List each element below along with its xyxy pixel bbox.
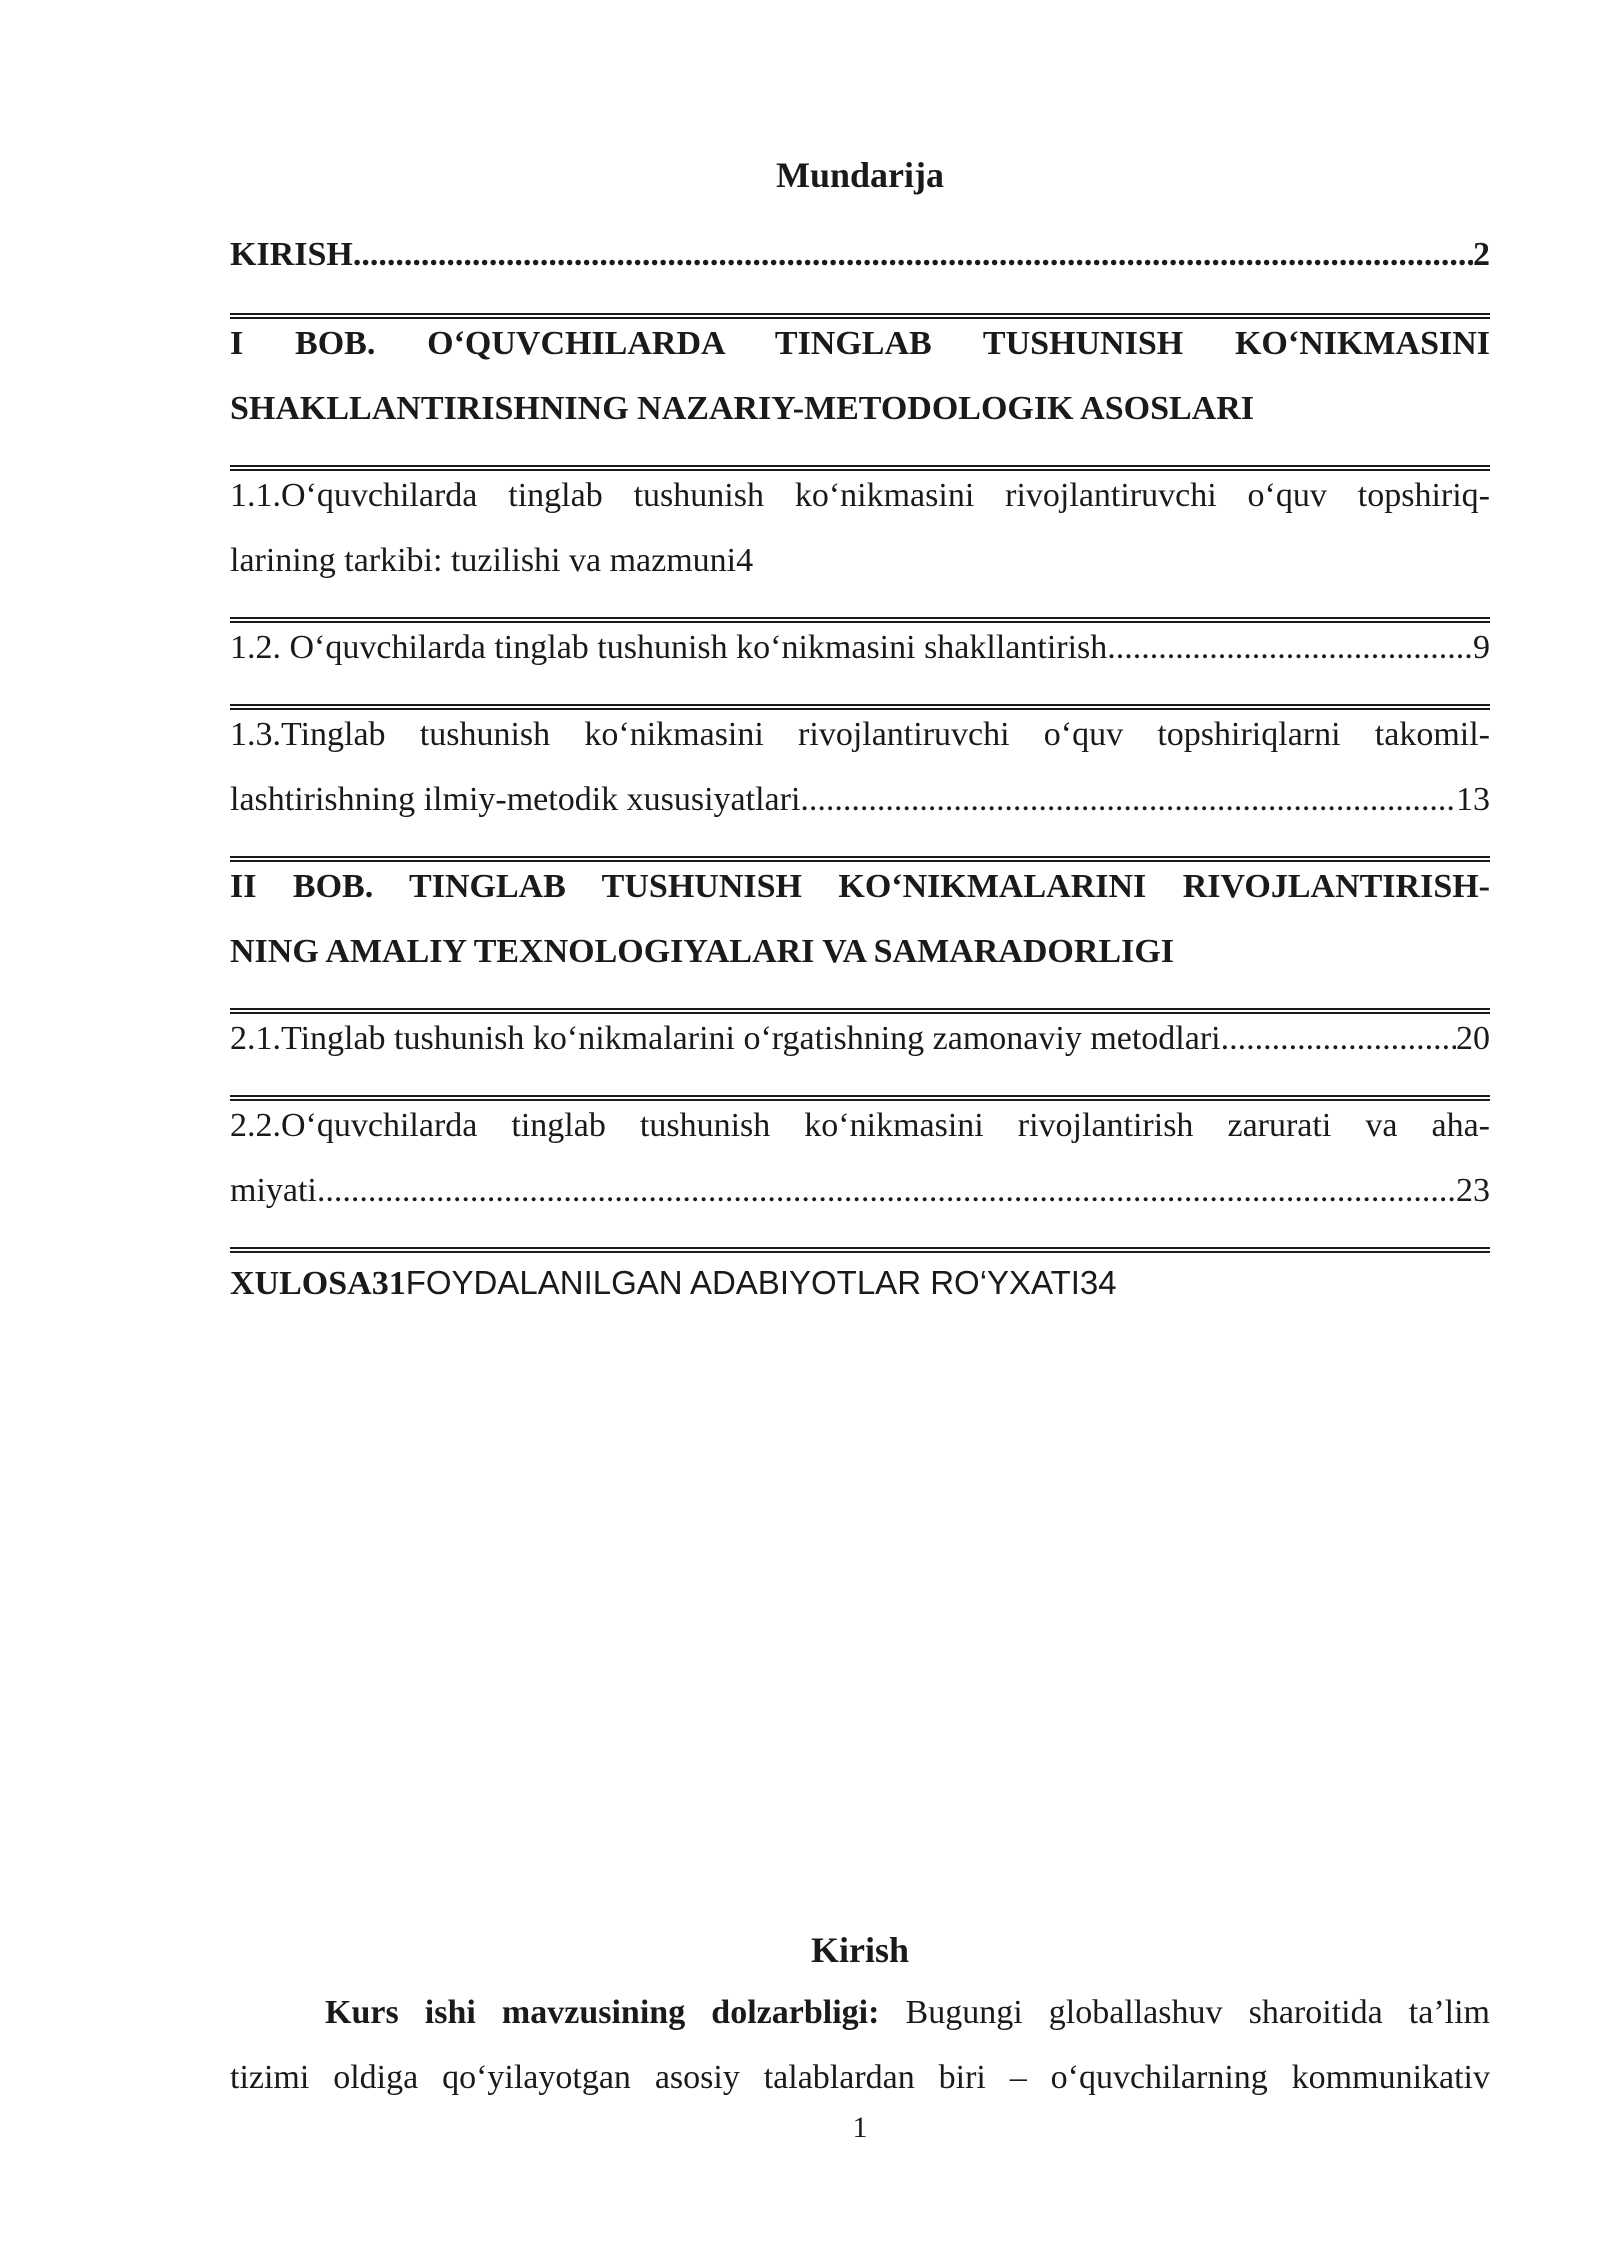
toc-entry-2-2[interactable] [230, 1093, 1490, 1223]
toc-entry-line: 2.2.O‘quvchilarda tinglab tushunish ko‘nikmasini rivojlantirish zarurati va aha- [230, 1107, 1490, 1144]
toc-title: Mundarija [775, 155, 944, 195]
section-title-kirish: Kirish [810, 1930, 909, 1970]
toc-entry-kirish[interactable] [230, 222, 1490, 287]
toc-entry-label: 2.1.Tinglab tushunish ko‘nikmalarini o‘rgatishning zamonaviy metodlari [230, 1020, 1221, 1057]
toc-leader-dots [353, 222, 1473, 287]
toc-leader-dots [1221, 1006, 1456, 1071]
toc-entry-line: 1.1.O‘quvchilarda tinglab tushunish ko‘nikmasini rivojlantiruvchi o‘quv topshiriq- [230, 477, 1490, 514]
page-number: 1 [852, 2111, 868, 2144]
toc-page-number: 23 [1456, 1172, 1490, 1209]
toc-entry-line: SHAKLLANTIRISHNING NAZARIY-METODOLOGIK ASOSLARI [230, 390, 1255, 427]
toc-entry-references-label: FOYDALANILGAN ADABIYOTLAR RO‘YXATI34 [405, 1264, 1117, 1301]
toc-entry-1-2[interactable] [230, 615, 1490, 680]
toc-entry-line: 1.3.Tinglab tushunish ko‘nikmasini rivojlantiruvchi o‘quv topshiriqlarni takomil- [230, 716, 1490, 753]
toc-page-number: 2 [1473, 236, 1490, 273]
toc-entry-1-3[interactable] [230, 702, 1490, 832]
toc-leader-dots [800, 767, 1456, 832]
toc-entry-line: I BOB. O‘QUVCHILARDA TINGLAB TUSHUNISH KO‘NIKMASINI [230, 325, 1490, 362]
paragraph-text: Bugungi globallashuv sharoitida ta’lim [879, 1994, 1490, 2031]
toc-entry-line: II BOB. TINGLAB TUSHUNISH KO‘NIKMALARINI RIVOJLANTIRISH- [230, 868, 1490, 905]
toc-entry-line: larining tarkibi: tuzilishi va mazmuni4 [230, 542, 754, 579]
toc-entry-chapter-1[interactable] [230, 311, 1490, 441]
toc-leader-dots [317, 1158, 1456, 1223]
document-page [230, 0, 1490, 2262]
toc-entry-chapter-2[interactable] [230, 854, 1490, 984]
toc-entry-label: 1.2. O‘quvchilarda tinglab tushunish ko‘nikmasini shakllantirish [230, 629, 1108, 666]
toc-entry-line: NING AMALIY TEXNOLOGIYALARI VA SAMARADORLIGI [230, 933, 1174, 970]
toc-page-number: 20 [1456, 1020, 1490, 1057]
toc-page-number: 9 [1473, 629, 1490, 666]
toc-entry-2-1[interactable] [230, 1006, 1490, 1071]
toc-entry-xulosa-label: XULOSA31 [230, 1265, 406, 1302]
toc-page-number: 13 [1456, 781, 1490, 818]
toc-entry-label: miyati [230, 1172, 317, 1209]
paragraph-lead: Kurs ishi mavzusining dolzarbligi: [325, 1994, 880, 2031]
intro-paragraph [230, 1980, 1490, 2110]
toc-entry-label: KIRISH [230, 236, 353, 273]
toc-entry-label: lashtirishning ilmiy-metodik xususiyatlari [230, 781, 801, 818]
toc-entry-1-1[interactable] [230, 463, 1490, 593]
toc-entry-xulosa[interactable] [230, 1250, 1117, 1316]
paragraph-line: tizimi oldiga qo‘yilayotgan asosiy talablardan biri – o‘quvchilarning kommunikativ [230, 2059, 1490, 2096]
toc-leader-dots [1107, 615, 1473, 680]
paragraph-line [230, 1980, 1490, 2045]
